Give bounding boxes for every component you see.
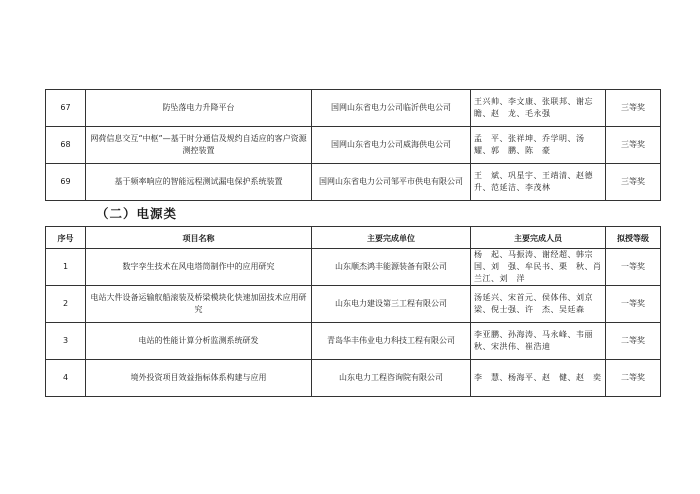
header-level: 拟授等级 [606,227,661,249]
completing-persons: 杨 起、马振涛、谢经超、韩宗国、刘 强、牟民书、栗 秋、肖兰江、刘 洋 [471,249,606,286]
award-level: 一等奖 [606,286,661,323]
row-number: 69 [46,164,86,201]
project-name: 基于频率响应的智能远程测试漏电保护系统装置 [86,164,312,201]
row-number: 68 [46,127,86,164]
completing-persons: 李 慧、杨海平、赵 健、赵 奕 [471,360,606,397]
completing-persons: 李亚鹏、孙海涛、马永峰、韦丽秋、宋洪伟、崔浩迪 [471,323,606,360]
completing-persons: 王兴帅、李文康、张联邦、谢忘瞻、赵 龙、毛永强 [471,90,606,127]
award-level: 二等奖 [606,323,661,360]
table-row [46,90,661,127]
award-level: 二等奖 [606,360,661,397]
table-row [46,360,661,397]
table-row [46,286,661,323]
completing-unit: 山东电力建设第三工程有限公司 [312,286,471,323]
project-name: 电站大件设备运输舣船滚装及桥梁模块化快速加固技术应用研究 [86,286,312,323]
completing-persons: 汤延兴、宋首元、侯体伟、刘京梁、倪士强、许 杰、吴廷森 [471,286,606,323]
completing-persons: 孟 平、张祥坤、乔学明、汤 耀、郭 鹏、陈 豪 [471,127,606,164]
header-no: 序号 [46,227,86,249]
row-number: 1 [46,249,86,286]
row-number: 2 [46,286,86,323]
award-level: 三等奖 [606,164,661,201]
award-level: 三等奖 [606,90,661,127]
row-number: 3 [46,323,86,360]
table-row [46,249,661,286]
header-people: 主要完成人员 [471,227,606,249]
award-table-power-source [45,226,661,397]
table-row [46,127,661,164]
row-number: 67 [46,90,86,127]
completing-unit: 国网山东省电力公司临沂供电公司 [312,90,471,127]
header-project: 项目名称 [86,227,312,249]
project-name: 境外投资项目效益指标体系构建与应用 [86,360,312,397]
completing-unit: 山东电力工程咨询院有限公司 [312,360,471,397]
project-name: 防坠落电力升降平台 [86,90,312,127]
row-number: 4 [46,360,86,397]
award-level: 一等奖 [606,249,661,286]
completing-unit: 国网山东省电力公司邹平市供电有限公司 [312,164,471,201]
project-name: 数字孪生技术在风电塔筒制作中的应用研究 [86,249,312,286]
project-name: 网荷信息交互“中枢”—基于时分通信及规约自适应的客户资源测控装置 [86,127,312,164]
header-unit: 主要完成单位 [312,227,471,249]
table-row [46,323,661,360]
completing-unit: 山东顺杰鸿丰能源装备有限公司 [312,249,471,286]
completing-unit: 青岛华丰伟业电力科技工程有限公司 [312,323,471,360]
completing-unit: 国网山东省电力公司威海供电公司 [312,127,471,164]
project-name: 电站的性能计算分析监测系统研发 [86,323,312,360]
completing-persons: 王 斌、巩星宇、王靖清、赵德升、范延洁、李茂林 [471,164,606,201]
award-level: 三等奖 [606,127,661,164]
table-header-row [46,227,661,249]
section-title: （二）电源类 [96,206,178,221]
table-row [46,164,661,201]
award-table-grid-tech [45,89,661,201]
